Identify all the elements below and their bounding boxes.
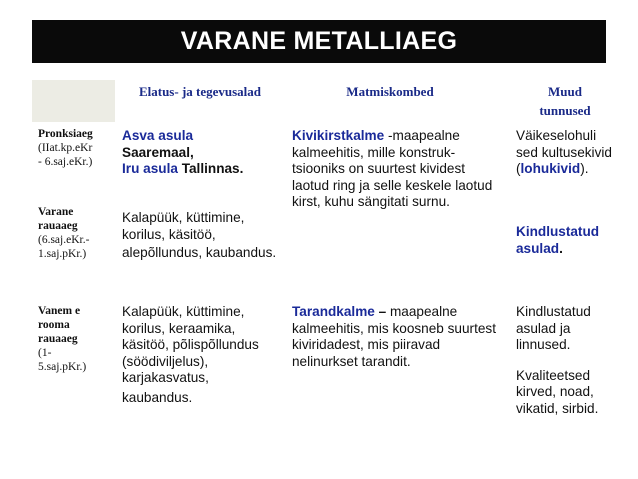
title-bar xyxy=(32,20,606,63)
saaremaal: Saaremaal, xyxy=(122,144,194,160)
r3-muud-p1: Kindlustatud asulad ja linnused. xyxy=(516,304,591,352)
header-matmiskombed: Matmiskombed xyxy=(346,84,434,99)
lohukivid: lohukivid xyxy=(520,161,581,176)
period-varane-rauaaeg xyxy=(38,205,114,261)
period-name-line3: rauaaeg xyxy=(38,333,78,345)
page-title: VARANE METALLIAEG xyxy=(180,27,458,55)
r1-muud xyxy=(516,128,616,178)
period-name-line1: Varane xyxy=(38,206,74,218)
header-muud-line2: tunnused xyxy=(539,103,591,118)
period-name-line2: rooma xyxy=(38,319,70,331)
header-corner-cell xyxy=(32,80,115,122)
kindlustatud-asulad: Kindlustatud asulad xyxy=(516,224,600,256)
r1-matmiskombed xyxy=(292,128,500,211)
r3-matmiskombed xyxy=(292,304,500,370)
r3-elatus-line2: kaubandus. xyxy=(122,389,193,405)
period-dates-line2: 5.saj.pKr.) xyxy=(38,361,87,373)
header-muud-line1: Muud xyxy=(548,84,582,99)
period-vanem-rauaaeg xyxy=(38,304,114,374)
period-dates-line1: (6.saj.eKr.- xyxy=(38,234,90,246)
period-name-line2: rauaaeg xyxy=(38,220,78,232)
r3-muud xyxy=(516,304,618,417)
lohukivid-text: Väikeselohuli sed kultusekivid ( xyxy=(516,128,612,176)
r2-elatus-line2: alepõllundus, kaubandus. xyxy=(122,245,277,260)
tarandkalme-desc: maapealne kalmeehitis, mis koosneb suurtest kiviridadest, mis piiravad nelinurkset tarandit. xyxy=(292,304,496,369)
tallinnas: Tallinnas. xyxy=(181,161,244,176)
r3-muud-p2: Kvaliteetsed kirved, noad, vikatid, sirbid. xyxy=(516,367,599,416)
period-pronksiaeg xyxy=(38,127,114,169)
period-name-line1: Vanem e xyxy=(38,305,81,317)
tarandkalme: Tarandkalme xyxy=(292,304,375,319)
period-dates-line2: - 6.saj.eKr.) xyxy=(38,156,93,168)
asva-asula: Asva asula xyxy=(122,128,194,143)
period-name: Pronksiaeg xyxy=(38,128,93,140)
period-dates-line1: (1- xyxy=(38,347,52,359)
r2-muud xyxy=(516,224,620,257)
header-elatus: Elatus- ja tegevusalad xyxy=(138,84,262,99)
kivikirstkalme: Kivikirstkalme xyxy=(292,128,385,143)
iru-asula: Iru asula xyxy=(122,161,178,176)
r2-elatus xyxy=(122,210,282,262)
lohukivid-end: ). xyxy=(580,161,589,176)
r1-elatus xyxy=(122,128,282,178)
kindlustatud-asulad-end: . xyxy=(559,240,563,256)
kivikirstkalme-desc: -maapealne kalmeehitis, mille konstruk-tsiooniks on suurtest kividest laotud ring ja selle keskele laotud kirst, kuhu sängitati surnu. xyxy=(292,128,493,209)
r3-elatus-line1: Kalapüük, küttimine, korilus, keraamika, käsitöö, põlispõllundus (söödiviljelus), karjakasvatus, xyxy=(122,304,259,385)
header-muud-tunnused xyxy=(520,82,610,120)
r2-elatus-line1: Kalapüük, küttimine, korilus, käsitöö, xyxy=(122,210,245,242)
period-dates-line1: (IIat.kp.eKr xyxy=(38,142,93,154)
r3-elatus xyxy=(122,304,282,406)
period-dates-line2: 1.saj.pKr.) xyxy=(38,248,87,260)
tarandkalme-dash: – xyxy=(374,304,387,319)
